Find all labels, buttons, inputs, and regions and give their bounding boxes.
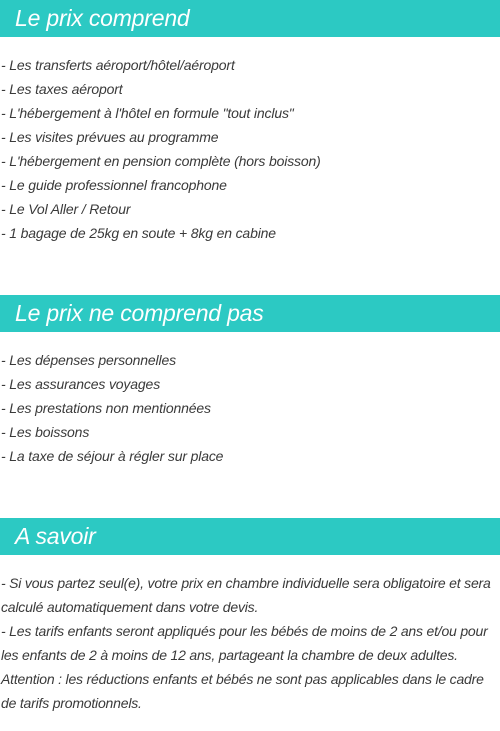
not-included-list <box>0 348 500 468</box>
list-item: - Les taxes aéroport <box>1 81 123 97</box>
list-item: - Les prestations non mentionnées <box>1 400 211 416</box>
good-to-know-text <box>0 571 500 715</box>
list-item: - Les transferts aéroport/hôtel/aéroport <box>1 57 235 73</box>
info-paragraph: - Si vous partez seul(e), votre prix en chambre individuelle sera obligatoire et sera calculé automatiquement dans votre devis. <box>1 575 491 615</box>
list-item: - Les boissons <box>1 424 90 440</box>
info-paragraph: - Les tarifs enfants seront appliqués pour les bébés de moins de 2 ans et/ou pour les enfants de 2 à moins de 12 ans, partageant la chambre de deux adultes. <box>1 623 488 663</box>
included-list <box>0 53 500 245</box>
list-item: - Les visites prévues au programme <box>1 129 219 145</box>
list-item: - Les assurances voyages <box>1 376 161 392</box>
section-header-included: Le prix comprend <box>0 0 500 37</box>
list-item: - 1 bagage de 25kg en soute + 8kg en cabine <box>1 225 276 241</box>
section-header-good-to-know: A savoir <box>0 518 500 555</box>
list-item: - L'hébergement en pension complète (hors boisson) <box>1 153 321 169</box>
info-paragraph: Attention : les réductions enfants et bébés ne sont pas applicables dans le cadre de tarifs promotionnels. <box>1 671 484 711</box>
list-item: - Le Vol Aller / Retour <box>1 201 131 217</box>
list-item: - Le guide professionnel francophone <box>1 177 227 193</box>
list-item: - Les dépenses personnelles <box>1 352 176 368</box>
list-item: - L'hébergement à l'hôtel en formule "tout inclus" <box>1 105 294 121</box>
section-header-not-included: Le prix ne comprend pas <box>0 295 500 332</box>
list-item: - La taxe de séjour à régler sur place <box>1 448 224 464</box>
